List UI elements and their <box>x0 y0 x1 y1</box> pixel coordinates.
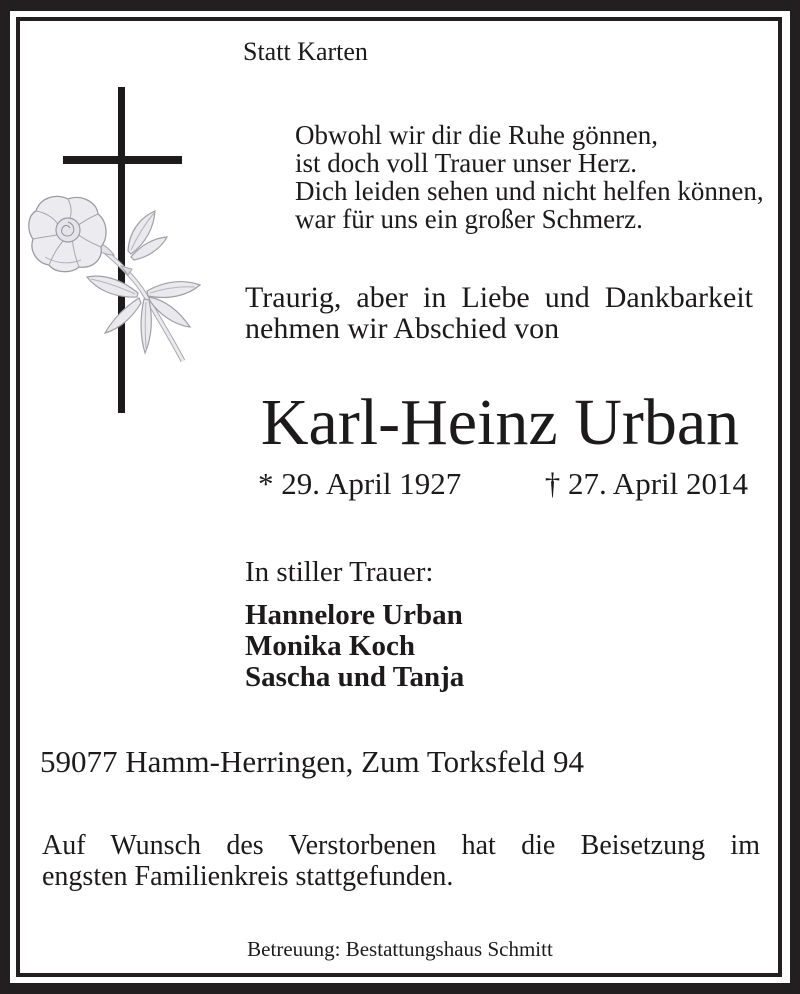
mourning-intro: In stiller Trauer: <box>245 556 434 588</box>
poem-line: Dich leiden sehen und nicht helfen können, <box>295 176 764 206</box>
memorial-poem <box>295 121 764 233</box>
address-line: 59077 Hamm-Herringen, Zum Torksfeld 94 <box>40 744 584 779</box>
farewell-line: nehmen wir Abschied von <box>245 312 560 345</box>
mourner-name: Hannelore Urban <box>245 599 463 631</box>
burial-note <box>42 830 760 892</box>
life-dates <box>258 468 748 499</box>
poem-line: war für uns ein großer Schmerz. <box>295 204 643 234</box>
mourners-list <box>245 600 464 693</box>
farewell-text <box>245 282 753 344</box>
poem-line: ist doch voll Trauer unser Herz. <box>295 148 637 178</box>
poem-line: Obwohl wir dir die Ruhe gönnen, <box>295 120 658 150</box>
rose-sketch <box>29 196 200 361</box>
funeral-home-credit: Betreuung: Bestattungshaus Schmitt <box>247 937 553 961</box>
death-date: † 27. April 2014 <box>544 466 748 501</box>
header-note: Statt Karten <box>243 37 368 66</box>
deceased-name: Karl-Heinz Urban <box>260 386 740 459</box>
birth-date: * 29. April 1927 <box>258 466 462 501</box>
burial-note-line: Auf Wunsch des Verstorbenen hat die Beisetzung im <box>42 830 760 861</box>
farewell-line: Traurig, aber in Liebe und Dankbarkeit <box>245 281 753 314</box>
mourner-name: Sascha und Tanja <box>245 661 465 693</box>
cross-rose-illustration <box>25 85 225 420</box>
mourner-name: Monika Koch <box>245 630 415 662</box>
burial-note-line: engsten Familienkreis stattgefunden. <box>42 861 454 892</box>
